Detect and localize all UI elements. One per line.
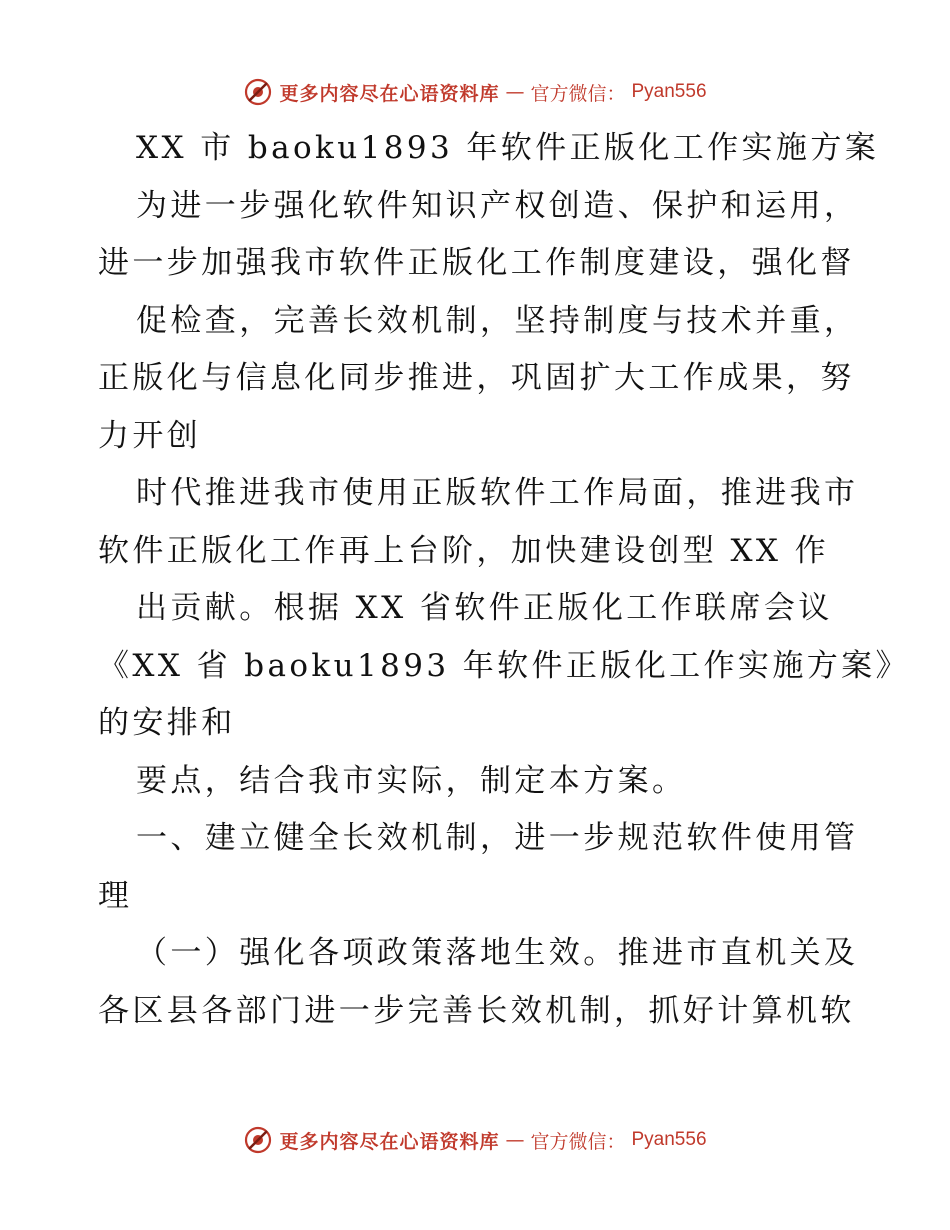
text-line: 为进一步强化软件知识产权创造、保护和运用， [136, 187, 859, 224]
text-line: 力开创 [98, 417, 202, 454]
text-line: 的安排和 [98, 705, 236, 741]
text-line: 《XX 省 baoku1893 年软件正版化工作实施方案》 [98, 647, 910, 684]
watermark-site: 更多内容尽在心语资料库 [279, 1130, 500, 1153]
watermark-wechat-id: Pyan556 [631, 81, 707, 102]
watermark-wechat-id: Pyan556 [631, 1129, 707, 1150]
section-heading-cont: 理 [98, 877, 133, 914]
text-line: 出贡献。根据 XX 省软件正版化工作联席会议 [136, 590, 833, 626]
document-title: XX 市 baoku1893 年软件正版化工作实施方案 [136, 130, 880, 166]
watermark-dash: — [505, 81, 525, 103]
watermark-dash: — [505, 1129, 525, 1151]
text-line: 进一步加强我市软件正版化工作制度建设，强化督 [98, 245, 855, 281]
watermark-header [0, 72, 950, 112]
watermark-label: 官方微信： [530, 1130, 626, 1153]
text-line: 各区县各部门进一步完善长效机制，抓好计算机软 [98, 992, 855, 1029]
watermark-footer [0, 1120, 950, 1160]
document-body [98, 120, 910, 1040]
text-line: 软件正版化工作再上台阶，加快建设创型 XX 作 [98, 532, 830, 569]
text-line: 时代推进我市使用正版软件工作局面，推进我市 [136, 475, 859, 511]
logo-icon [243, 77, 273, 107]
section-heading: 一、建立健全长效机制，进一步规范软件使用管 [136, 820, 859, 856]
text-line: 促检查，完善长效机制，坚持制度与技术并重， [136, 302, 859, 339]
logo-icon [243, 1125, 273, 1155]
text-line: （一）强化各项政策落地生效。推进市直机关及 [136, 935, 859, 971]
text-line: 要点，结合我市实际，制定本方案。 [136, 762, 687, 799]
watermark-label: 官方微信： [530, 82, 626, 105]
text-line: 正版化与信息化同步推进，巩固扩大工作成果，努 [98, 360, 855, 396]
watermark-site: 更多内容尽在心语资料库 [279, 82, 500, 105]
